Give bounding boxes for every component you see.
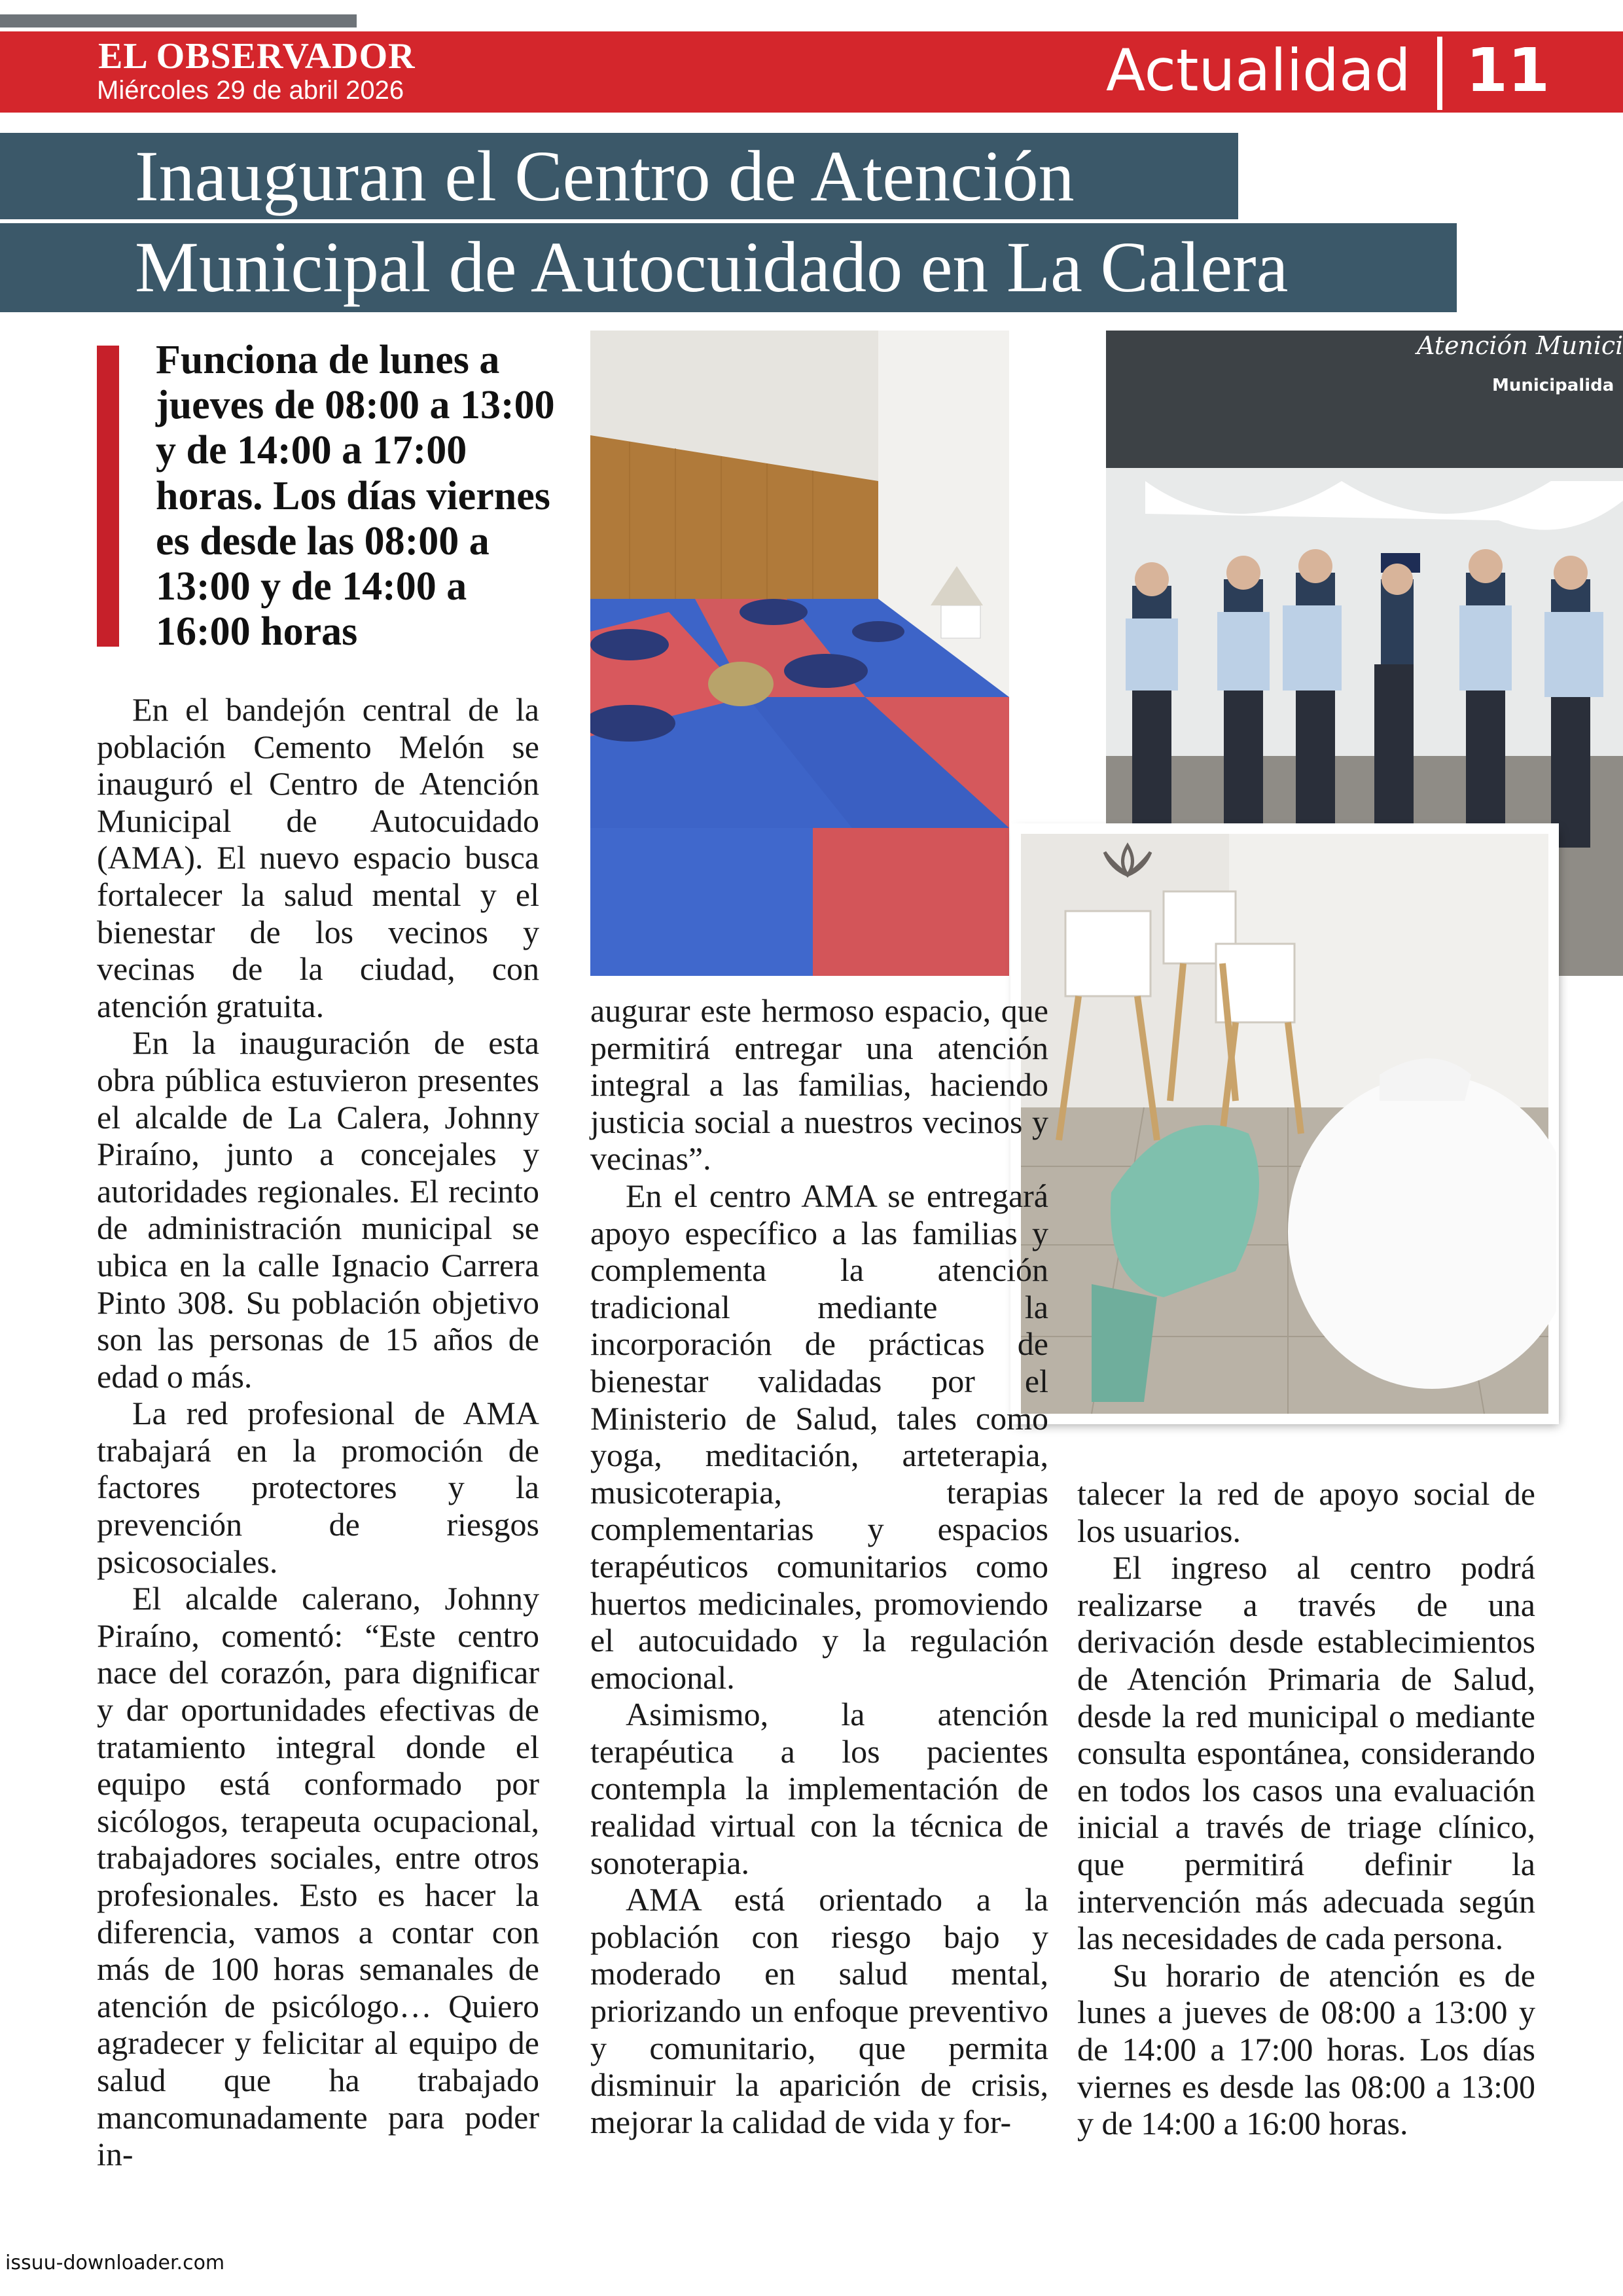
paragraph: talecer la red de apoyo social de los usuarios. bbox=[1077, 1475, 1535, 1549]
article-column-1 bbox=[97, 691, 539, 2173]
newspaper-name: EL OBSERVADOR bbox=[98, 36, 416, 77]
paragraph: La red profesional de AMA trabajará en la promoción de factores protectores y la prevención de riesgos psicosociales. bbox=[97, 1395, 539, 1580]
sign-text-2: Municipalida bbox=[1492, 376, 1614, 395]
top-gray-bar bbox=[0, 14, 357, 27]
photo-yoga-room bbox=[590, 331, 1009, 976]
section-divider bbox=[1437, 37, 1442, 110]
paragraph: AMA está orientado a la población con riesgo bajo y moderado en salud mental, priorizando un enfoque preventivo y comunitario, que permita disminuir la aparición de crisis, mejorar la calidad de vida y for- bbox=[590, 1881, 1048, 2140]
photo-art-therapy-room bbox=[1013, 826, 1556, 1422]
section-label: Actualidad bbox=[1106, 37, 1411, 104]
issue-date: Miércoles 29 de abril 2026 bbox=[97, 76, 404, 105]
lead-summary: Funciona de lunes a jueves de 08:00 a 13:00 y de 14:00 a 17:00 horas. Los días viernes es desde las 08:00 a 13:00 y de 14:00 a 16:00 horas bbox=[156, 338, 555, 655]
paragraph: Su horario de atención es de lunes a jueves de 08:00 a 13:00 y de 14:00 a 17:00 horas. Los días viernes es desde las 08:00 a 13:00 y de 14:00 a 16:00 horas. bbox=[1077, 1956, 1535, 2142]
paragraph: El alcalde calerano, Johnny Piraíno, comentó: “Este centro nace del corazón, para dignificar y dar oportunidades efectivas de tratamiento integral donde el equipo está conformado por sicólogos, terapeuta ocupacional, trabajadores sociales, entre otros profesionales. Esto es hacer la diferencia, vamos a contar con más de 100 horas semanales de atención de psicólogo… Quiero agradecer y felicitar al equipo de salud que ha trabajado mancomunadamente para poder in- bbox=[97, 1580, 539, 2173]
article-column-2 bbox=[590, 992, 1048, 2140]
paragraph: En la inauguración de esta obra pública estuvieron presentes el alcalde de La Calera, Johnny Piraíno, junto a concejales y autoridades regionales. El recinto de administración municipal se ubica en la calle Ignacio Carrera Pinto 308. Su población objetivo son las personas de 15 años de edad o más. bbox=[97, 1024, 539, 1395]
paragraph: En el bandejón central de la población Cemento Melón se inauguró el Centro de Atención Municipal de Autocuidado (AMA). El nuevo espacio busca fortalecer la salud mental y el bienestar de los vecinos y vecinas de la ciudad, con atención gratuita. bbox=[97, 691, 539, 1024]
article-column-3 bbox=[1077, 1475, 1535, 2142]
sign-text-1: Atención Munici bbox=[1417, 331, 1623, 360]
headline-line-1: Inauguran el Centro de Atención bbox=[135, 136, 1075, 216]
page-number: 11 bbox=[1466, 35, 1550, 105]
source-watermark: issuu-downloader.com bbox=[5, 2251, 225, 2274]
paragraph: En el centro AMA se entregará apoyo específico a las familias y complementa la atención tradicional mediante la incorporación de prácticas de bienestar validadas por el Ministerio de Salud, tales como yoga, meditación, arteterapia, musicoterapia, terapias complementarias y espacios terapéuticos comunitarios como huertos medicinales, promoviendo el autocuidado y la regulación emocional. bbox=[590, 1177, 1048, 1696]
paragraph: Asimismo, la atención terapéutica a los pacientes contempla la implementación de realidad virtual con la técnica de sonoterapia. bbox=[590, 1696, 1048, 1881]
paragraph: El ingreso al centro podrá realizarse a través de una derivación desde establecimientos de Atención Primaria de Salud, desde la red municipal o mediante consulta espontánea, considerando en todos los casos una evaluación inicial a través de triage clínico, que permitirá definir la intervención más adecuada según las necesidades de cada persona. bbox=[1077, 1549, 1535, 1957]
lead-accent-bar bbox=[97, 346, 119, 647]
headline-line-2: Municipal de Autocuidado en La Calera bbox=[135, 227, 1289, 307]
paragraph: augurar este hermoso espacio, que permitirá entregar una atención integral a las familias, haciendo justicia social a nuestros vecinos y vecinas”. bbox=[590, 992, 1048, 1177]
